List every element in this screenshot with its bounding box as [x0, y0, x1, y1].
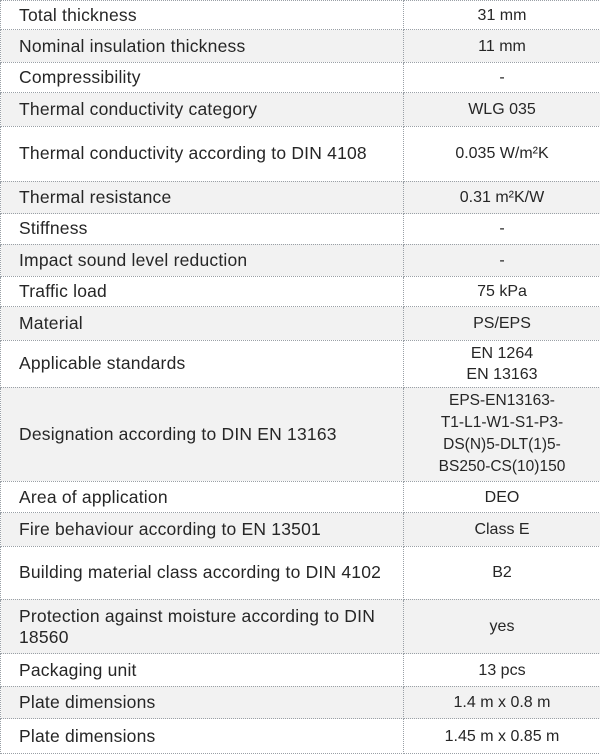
property-value: EPS-EN13163- T1-L1-W1-S1-P3- DS(N)5-DLT(1)5- BS250-CS(10)150 [404, 387, 600, 481]
property-label: Thermal resistance [1, 181, 404, 213]
property-label: Designation according to DIN EN 13163 [1, 387, 404, 481]
table-row [1, 599, 600, 654]
property-label: Building material class according to DIN 4102 [1, 546, 404, 599]
property-label: Nominal insulation thickness [1, 30, 404, 62]
table-row [1, 307, 600, 340]
property-value: 13 pcs [404, 654, 600, 686]
table-row [1, 30, 600, 62]
property-value: yes [404, 599, 600, 654]
property-label: Compressibility [1, 62, 404, 92]
property-value: 31 mm [404, 1, 600, 30]
property-value: EN 1264 EN 13163 [404, 340, 600, 387]
property-value: DEO [404, 481, 600, 512]
property-label: Plate dimensions [1, 686, 404, 718]
property-label: Thermal conductivity according to DIN 4108 [1, 126, 404, 181]
property-label: Stiffness [1, 214, 404, 244]
property-label: Area of application [1, 481, 404, 512]
property-value: - [404, 244, 600, 276]
table-row [1, 126, 600, 181]
property-label: Traffic load [1, 276, 404, 306]
property-value: 0.035 W/m²K [404, 126, 600, 181]
table-row [1, 62, 600, 92]
property-label: Total thickness [1, 1, 404, 30]
property-value: B2 [404, 546, 600, 599]
property-value: 11 mm [404, 30, 600, 62]
property-value: 75 kPa [404, 276, 600, 306]
table-row [1, 654, 600, 686]
property-label: Packaging unit [1, 654, 404, 686]
table-row [1, 244, 600, 276]
table-row [1, 93, 600, 126]
table-row [1, 340, 600, 387]
property-value: Class E [404, 513, 600, 546]
property-value: - [404, 62, 600, 92]
table-row [1, 1, 600, 30]
property-label: Material [1, 307, 404, 340]
property-label: Thermal conductivity category [1, 93, 404, 126]
property-label: Fire behaviour according to EN 13501 [1, 513, 404, 546]
property-value: PS/EPS [404, 307, 600, 340]
table-row [1, 214, 600, 244]
table-row [1, 686, 600, 718]
table-row [1, 546, 600, 599]
table-row [1, 719, 600, 754]
table-row [1, 481, 600, 512]
property-label: Impact sound level reduction [1, 244, 404, 276]
property-value: 1.4 m x 0.8 m [404, 686, 600, 718]
property-value: WLG 035 [404, 93, 600, 126]
property-value: - [404, 214, 600, 244]
property-label: Protection against moisture according to DIN 18560 [1, 599, 404, 654]
table-row [1, 513, 600, 546]
table-row [1, 181, 600, 213]
property-label: Plate dimensions [1, 719, 404, 754]
table-row [1, 387, 600, 481]
property-value: 0.31 m²K/W [404, 181, 600, 213]
property-label: Applicable standards [1, 340, 404, 387]
property-value: 1.45 m x 0.85 m [404, 719, 600, 754]
table-row [1, 276, 600, 306]
